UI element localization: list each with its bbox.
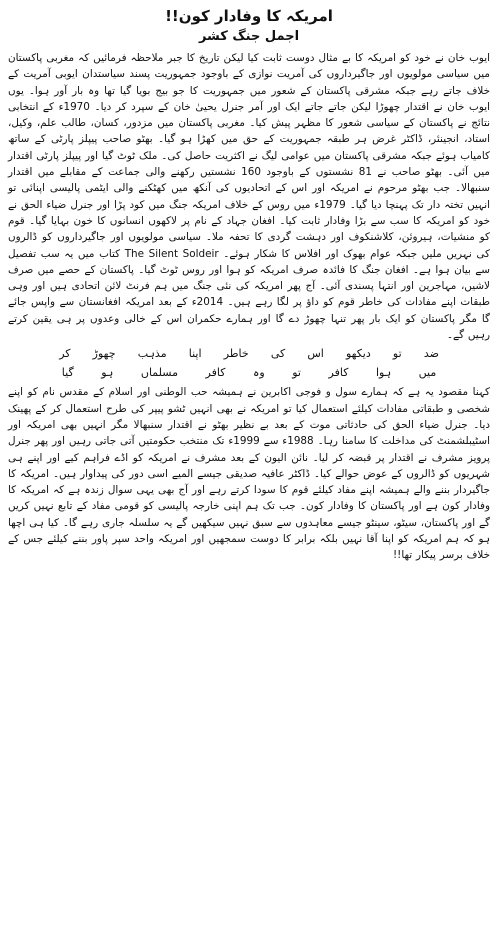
verse-word: مذہب (137, 347, 167, 361)
author-byline: اجمل جنگ کشر (198, 29, 300, 44)
verse-word: خاطر (223, 347, 249, 361)
verse-word: کی (270, 347, 286, 361)
verse-word: دیکھو (345, 347, 371, 361)
verse-word: تو (392, 347, 402, 361)
verse-word: ہو (101, 366, 114, 380)
article-paragraph-2: کہنا مقصود یہ ہے کہ ہمارے سول و فوجی اکابرین نے ہمیشہ حب الوطنی اور اسلام کے مقدس نام کو اپنے شخصی و طبقاتی مفادات کیلئے استعمال کیا تو امریکہ نے بھی انہیں ٹشو پیپر کی طرح استعمال کر کے پھینک دیا۔ جنرل ضیاء الحق کی حادثاتی موت کے بعد بے نظیر بھٹو نے اقتدار سنبھالا مگر انہیں بھی امریکہ اور اسٹیبلشمنٹ کی مداخلت کا سامنا رہا۔ 1988ء سے 1999ء تک منتخب حکومتیں آتی جاتی رہیں اور پھر جنرل پرویز مشرف نے اقتدار پر قبضہ کر لیا۔ نائن الیون کے بعد مشرف نے امریکہ کو اڈے فراہم کیے اور اپنے ہی شہریوں کو ڈالروں کے عوض حوالے کیا۔ ڈاکٹر عافیہ صدیقی جیسے المیے اسی دور کی پیداوار ہیں۔ امریکہ کا جاگیردار بننے والے ہمیشہ اپنے مفاد کیلئے قوم کا سودا کرتے رہے اور آج بھی یہی سوال زندہ ہے کہ امریکہ کا وفادار کون ہے اور پاکستان کا وفادار کون۔ جب تک ہم اپنی خارجہ پالیسی کو قومی مفاد کے تابع نہیں کریں گے اور پاکستان، سیٹو، سینٹو جیسے معاہدوں سے سبق نہیں سیکھیں گے یہ سلسلہ جاری رہے گا۔ کیا ہی اچھا ہو کہ ہم امریکہ کو اپنا آقا نہیں بلکہ برابر کا دوست سمجھیں اور امریکہ واحد سپر پاور بننے کیلئے جس کے خلاف برسر پیکار تھا!! (8, 386, 490, 562)
verse-word: چھوڑ (92, 347, 116, 361)
verse-word: کافر (205, 366, 226, 380)
verse-word: گیا (61, 366, 74, 380)
article-title: امریکہ کا وفادار کون!! (165, 7, 333, 25)
verse-word: اپنا (188, 347, 202, 361)
verse-word: اس (307, 347, 324, 361)
verse-word: مسلماں (140, 366, 179, 380)
verse-word: تو (292, 366, 301, 380)
article-paragraph-1: ایوب خان نے خود کو امریکہ کا بے مثال دوست ثابت کیا لیکن تاریخ کا جبر ملاحظہ فرمائیں کہ مغربی پاکستان میں سیاسی مولویوں اور جاگیرداروں کی آمریت نوازی کے باوجود جمہوریت پسند سیاستدان ایوبی آمریت کے خلاف جاتے رہے جبکہ مشرقی پاکستان کے شعور میں جمہوریت کا جو بیج بویا گیا تھا وہ بار آور ہوا۔ یوں ایوب خان نے اقتدار چھوڑا لیکن جاتے جاتے ایک اور آمر جنرل یحییٰ خان کے سپرد کر دیا۔ 1970ء کے انتخابی نتائج نے پاکستان کے سیاسی شعور کا مظہر پیش کیا۔ مغربی پاکستان میں مزدور، کسان، طالب علم، وکیل، استاد، انجینئر، ڈاکٹر غرض ہر طبقہ جمہوریت کے حق میں کھڑا ہو گیا۔ بھٹو صاحب پیپلز پارٹی کے ساتھ کامیاب ہوئے جبکہ مشرقی پاکستان میں عوامی لیگ نے اکثریت حاصل کی۔ ملک ٹوٹ گیا اور پیپلز پارٹی اقتدار میں آئی۔ بھٹو صاحب نے 81 نشستوں کے باوجود 160 نشستیں رکھنے والی جماعت کے مقابلے میں اقتدار سنبھالا۔ جب بھٹو مرحوم نے امریکہ اور اس کے اتحادیوں کی آنکھ میں کھٹکنے والی ایٹمی پالیسی اپنائی تو انہیں تختہ دار تک پہنچا دیا گیا۔ 1979ء میں روس کے خلاف امریکہ جنگ میں کود پڑا اور جنرل ضیاء الحق نے خود کو امریکہ کا سب سے بڑا وفادار ثابت کیا۔ افغان جہاد کے نام پر لاکھوں انسانوں کا خون بہایا گیا۔ قوم کو منشیات، ہیروئن، کلاشنکوف اور دہشت گردی کا تحفہ ملا۔ سیاسی مولویوں اور جاگیرداروں کو ڈالروں کی نہریں ملیں جبکہ عوام بھوک اور افلاس کا شکار ہوئے۔ The Silent Soldeir کتاب میں یہ سب تفصیل سے بیان ہوا ہے۔ افغان جنگ کا فائدہ صرف امریکہ کو ہوا اور روس ٹوٹ گیا۔ پاکستان کے حصے میں صرف لاشیں، مہاجرین اور انتہا پسندی آئی۔ آج پھر امریکہ کی نئی جنگ میں ہم فرنٹ لائن اتحادی ہیں اور وہی طبقات اپنے مفادات کی خاطر قوم کو داؤ پر لگا رہے ہیں۔ 2014ء کے بعد امریکہ افغانستان سے واپس جائے گا مگر پاکستان کو ایک بار پھر تنہا چھوڑ دے گا اور ہمارے حکمران اس کے خالی وعدوں پر ہی یقین کرتے رہیں گے۔ (8, 52, 490, 342)
verse-word: کافر (328, 366, 349, 380)
verse-word: میں (418, 366, 437, 380)
verse-line-2 (48, 364, 450, 381)
verse-word: وہ (252, 366, 265, 380)
verse-line-1 (48, 345, 450, 362)
verse-word: ہوا (375, 366, 392, 380)
verse-word: کر (59, 347, 71, 361)
verse-word: ضد (423, 347, 439, 361)
